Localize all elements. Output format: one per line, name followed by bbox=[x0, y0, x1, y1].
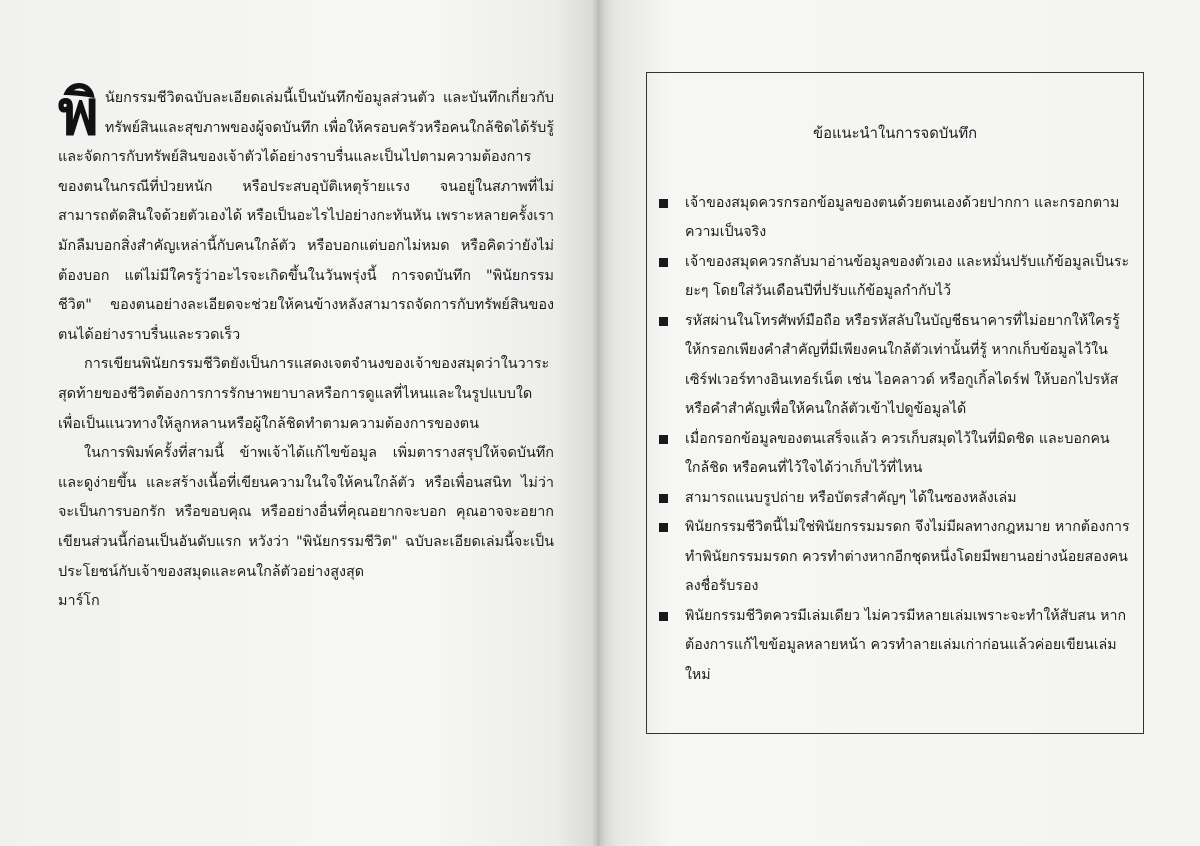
tip-item bbox=[659, 248, 1131, 307]
square-bullet-icon bbox=[659, 494, 668, 503]
introduction-text bbox=[58, 76, 554, 617]
square-bullet-icon bbox=[659, 258, 668, 267]
author-signature: มาร์โก bbox=[58, 593, 100, 610]
tip-text: เจ้าของสมุดควรกลับมาอ่านข้อมูลของตัวเอง และหมั่นปรับแก้ข้อมูลเป็นระยะๆ โดยใส่วันเดือนปีที่ปรับแก้ข้อมูลกำกับไว้ bbox=[685, 254, 1130, 300]
tip-text: เมื่อกรอกข้อมูลของตนเสร็จแล้ว ควรเก็บสมุดไว้ในที่มิดชิด และบอกคนใกล้ชิด หรือคนที่ไว้ใจได้ว่าเก็บไว้ที่ไหน bbox=[685, 430, 1110, 477]
square-bullet-icon bbox=[659, 612, 668, 621]
tip-text: รหัสผ่านในโทรศัพท์มือถือ หรือรหัสลับในบัญชีธนาคารที่ไม่อยากให้ใครรู้ ให้กรอกเพียงคำสำคัญที่มีเพียงคนใกล้ตัวเท่านั้นที่รู้ หากเก็บข้อมูลไว้ในเซิร์ฟเวอร์ทางอินเทอร์เน็ต เช่น ไอคลาวด์ หรือกูเกิ้ลไดร์ฟ ให้บอกไปรหัสหรือคำสำคัญเพื่อให้คนใกล้ตัวเข้าไปดูข้อมูลได้ bbox=[685, 313, 1120, 418]
intro-paragraph-1 bbox=[58, 76, 554, 350]
square-bullet-icon bbox=[659, 435, 668, 444]
intro-paragraph-1-text: นัยกรรมชีวิตฉบับละเอียดเล่มนี้เป็นบันทึกข้อมูลส่วนตัว และบันทึกเกี่ยวกับทรัพย์สินและสุขภาพของผู้จดบันทึก เพื่อให้ครอบครัวหรือคนใกล้ชิดได้รับรู้และจัดการกับทรัพย์สินของเจ้าตัวได้อย่างราบรื่นและเป็นไปตามความต้องการของตนในกรณีที่ป่วยหนัก หรือประสบอุบัติเหตุร้ายแรง จนอยู่ในสภาพที่ไม่สามารถตัดสินใจด้วยตัวเองได้ หรือเป็นอะไรไปอย่างกะทันหัน เพราะหลายครั้งเรามักลืมบอกสิ่งสำคัญเหล่านี้กับคนใกล้ตัว หรือบอกแต่บอกไม่หมด หรือคิดว่ายังไม่ต้องบอก แต่ไม่มีใครรู้ว่าอะไรจะเกิดขึ้นในวันพรุ่งนี้ การจดบันทึก "พินัยกรรมชีวิต" ของตนอย่างละเอียดจะช่วยให้คนข้างหลังสามารถจัดการกับทรัพย์สินของตนได้อย่างราบรื่นและรวดเร็ว bbox=[58, 90, 554, 343]
square-bullet-icon bbox=[659, 523, 668, 532]
book-gutter bbox=[592, 0, 606, 846]
intro-paragraph-3: ในการพิมพ์ครั้งที่สามนี้ ข้าพเจ้าได้แก้ไขข้อมูล เพิ่มตารางสรุปให้จดบันทึกและดูง่ายขึ้น และสร้างเนื้อที่เขียนความในใจให้คนใกล้ตัว หรือเพื่อนสนิท ไม่ว่าจะเป็นการบอกรัก หรือขอบคุณ หรืออย่างอื่นที่คุณอยากจะบอก คุณอาจจะอยากเขียนส่วนนี้ก่อนเป็นอันดับแรก หวังว่า "พินัยกรรมชีวิต" ฉบับละเอียดเล่มนี้จะเป็นประโยชน์กับเจ้าของสมุดและคนใกล้ตัวอย่างสูงสุด bbox=[58, 445, 554, 580]
square-bullet-icon bbox=[659, 317, 668, 326]
tip-text: พินัยกรรมชีวิตควรมีเล่มเดียว ไม่ควรมีหลายเล่มเพราะจะทำให้สับสน หากต้องการแก้ไขข้อมูลหลายหน้า ควรทำลายเล่มเก่าก่อนแล้วค่อยเขียนเล่มใหม่ bbox=[685, 607, 1127, 683]
tip-text: พินัยกรรมชีวิตนี้ไม่ใช่พินัยกรรมมรดก จึงไม่มีผลทางกฎหมาย หากต้องการทำพินัยกรรมมรดก ควรทำต่างหากอีกชุดหนึ่งโดยมีพยานอย่างน้อยสองคนลงชื่อรับรอง bbox=[685, 519, 1130, 595]
tip-item bbox=[659, 513, 1131, 601]
tip-text: เจ้าของสมุดควรกรอกข้อมูลของตนด้วยตนเองด้วยปากกา และกรอกตามความเป็นจริง bbox=[685, 195, 1120, 241]
tips-box bbox=[646, 72, 1144, 734]
tip-item bbox=[659, 602, 1131, 690]
square-bullet-icon bbox=[659, 199, 668, 208]
tip-item bbox=[659, 425, 1131, 484]
tips-list bbox=[659, 189, 1131, 690]
tip-item bbox=[659, 484, 1131, 513]
tips-title: ข้อแนะนำในการจดบันทึก bbox=[812, 125, 978, 142]
drop-cap: พิ bbox=[58, 76, 99, 149]
tip-text: สามารถแนบรูปถ่าย หรือบัตรสำคัญๆ ได้ในซองหลังเล่ม bbox=[685, 489, 1017, 506]
tip-item bbox=[659, 307, 1131, 425]
tip-item bbox=[659, 189, 1131, 248]
intro-paragraph-2: การเขียนพินัยกรรมชีวิตยังเป็นการแสดงเจตจำนงของเจ้าของสมุดว่าในวาระสุดท้ายของชีวิตต้องการการรักษาพยาบาลหรือการดูแลที่ไหนและในรูปแบบใด เพื่อเป็นแนวทางให้ลูกหลานหรือผู้ใกล้ชิดทำตามความต้องการของตน bbox=[58, 356, 550, 432]
left-page bbox=[0, 0, 598, 846]
